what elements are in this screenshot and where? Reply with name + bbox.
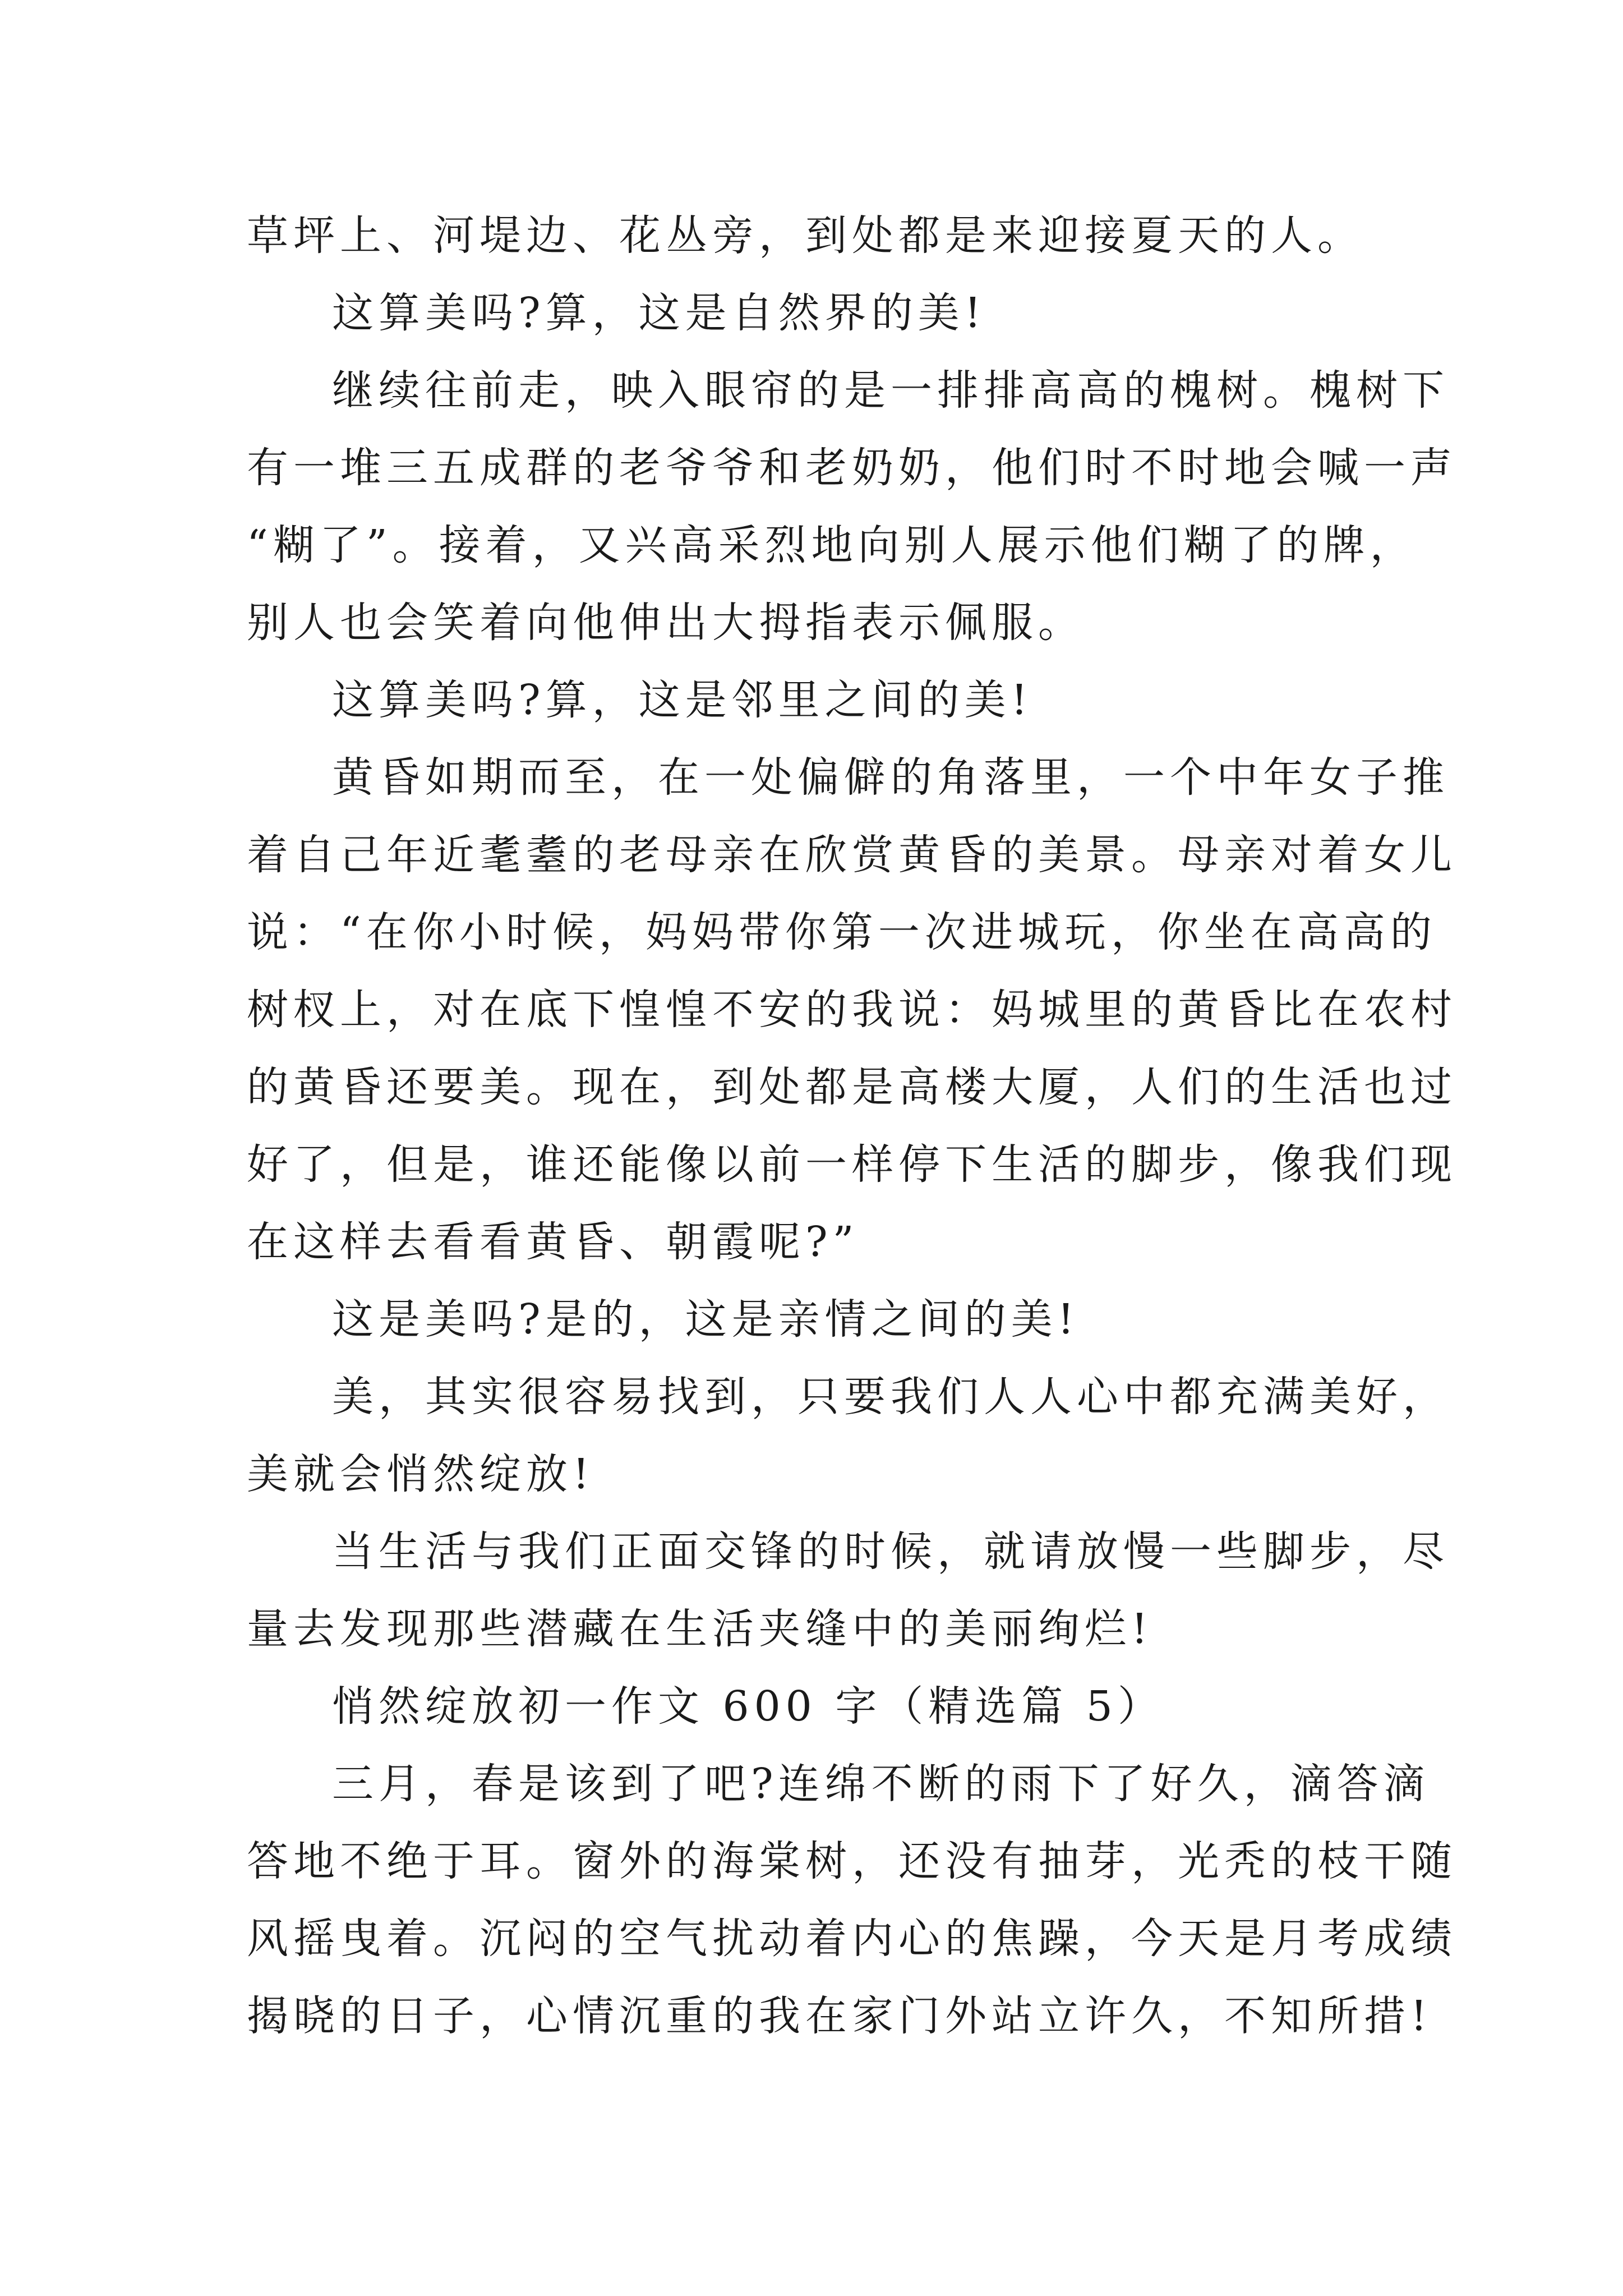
text-line: 三月，春是该到了吧?连绵不断的雨下了好久，滴答滴: [332, 1760, 1430, 1808]
text-line: 美就会悄然绽放!: [247, 1450, 594, 1498]
text-line: 揭晓的日子，心情沉重的我在家门外站立许久，不知所措!: [247, 1992, 1432, 2040]
text-line: 别人也会笑着向他伸出大拇指表示佩服。: [247, 599, 1085, 647]
text-line: 美，其实很容易找到，只要我们人人心中都充满美好，: [332, 1373, 1449, 1421]
text-line: 树杈上，对在底下惶惶不安的我说：妈城里的黄昏比在农村: [247, 986, 1457, 1034]
text-line: 说：“在你小时候，妈妈带你第一次进城玩，你坐在高高的: [247, 908, 1437, 956]
text-line: 这算美吗?算，这是自然界的美!: [332, 289, 986, 337]
text-line: 黄昏如期而至，在一处偏僻的角落里，一个中年女子推: [332, 753, 1449, 802]
text-line: “糊了”。接着，又兴高采烈地向别人展示他们糊了的牌，: [247, 521, 1417, 569]
text-line: 当生活与我们正面交锋的时候，就请放慢一些脚步，尽: [332, 1527, 1449, 1576]
text-line: 有一堆三五成群的老爷爷和老奶奶，他们时不时地会喊一声: [247, 444, 1457, 492]
text-line: 好了，但是，谁还能像以前一样停下生活的脚步，像我们现: [247, 1140, 1457, 1189]
text-line: 这算美吗?算，这是邻里之间的美!: [332, 676, 1033, 724]
text-line: 这是美吗?是的，这是亲情之间的美!: [332, 1295, 1080, 1343]
text-line: 在这样去看看黄昏、朝霞呢?”: [247, 1218, 859, 1266]
text-line: 悄然绽放初一作文 600 字（精选篇 5）: [332, 1682, 1164, 1731]
document-body: [247, 208, 1457, 2065]
text-line: 的黄昏还要美。现在，到处都是高楼大厦，人们的生活也过: [247, 1063, 1457, 1111]
text-line: 风摇曳着。沉闷的空气扰动着内心的焦躁，今天是月考成绩: [247, 1915, 1457, 1963]
text-line: 量去发现那些潜藏在生活夹缝中的美丽绚烂!: [247, 1605, 1153, 1653]
text-line: 答地不绝于耳。窗外的海棠树，还没有抽芽，光秃的枝干随: [247, 1837, 1457, 1885]
text-line: 草坪上、河堤边、花丛旁，到处都是来迎接夏天的人。: [247, 211, 1364, 260]
text-line: 继续往前走，映入眼帘的是一排排高高的槐树。槐树下: [332, 366, 1449, 415]
text-line: 着自己年近耄耋的老母亲在欣赏黄昏的美景。母亲对着女儿: [247, 831, 1457, 879]
